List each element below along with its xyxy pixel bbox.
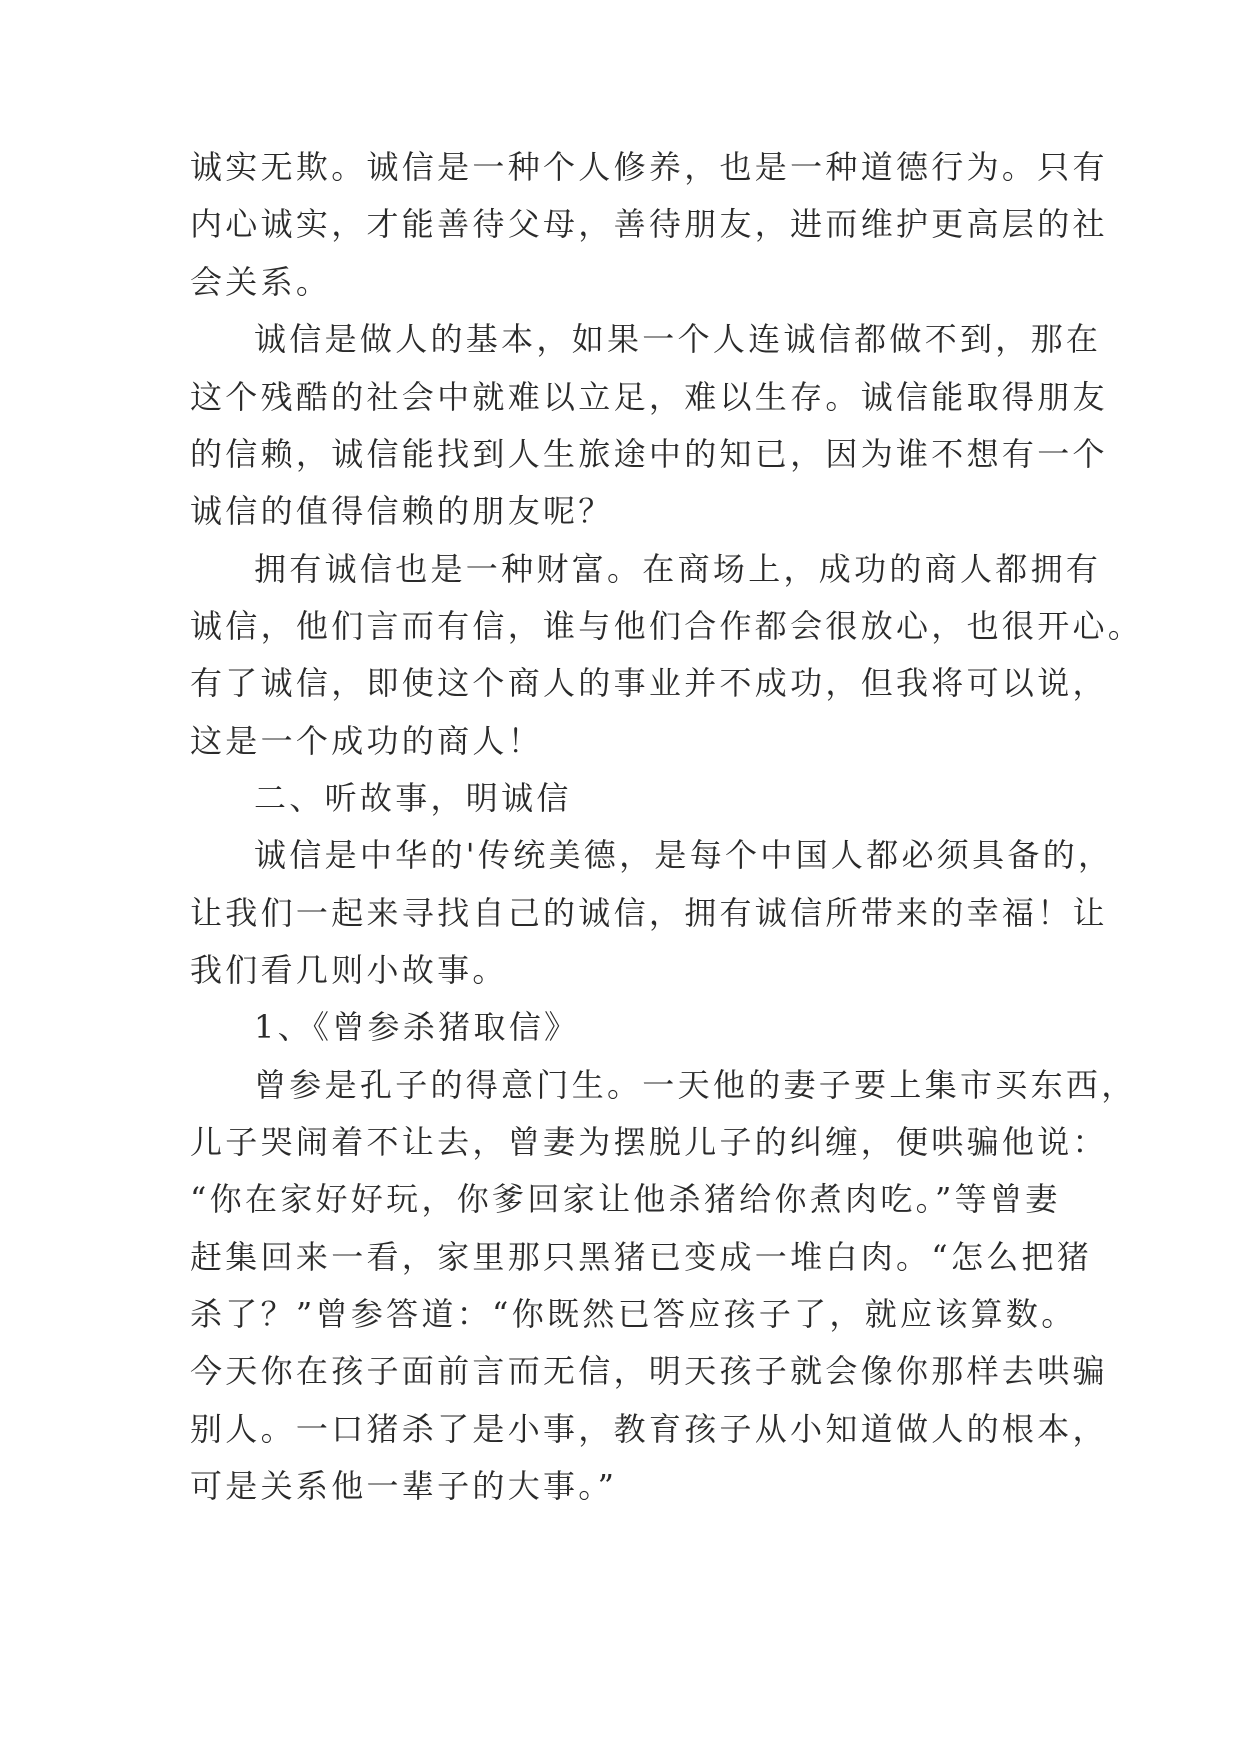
text-line: 别人。一口猪杀了是小事，教育孩子从小知道做人的根本， (190, 1410, 1108, 1448)
text-line: 诚实无欺。诚信是一种个人修养，也是一种道德行为。只有 (190, 148, 1108, 186)
text-line: 有了诚信，即使这个商人的事业并不成功，但我将可以说， (190, 664, 1108, 702)
text-line: 这是一个成功的商人！ (190, 722, 544, 760)
paragraph-first-line: 诚信是做人的基本，如果一个人连诚信都做不到，那在 (254, 320, 1102, 358)
text-line: 杀了？”曾参答道：“你既然已答应孩子了，就应该算数。 (190, 1295, 1077, 1333)
paragraph-first-line: 诚信是中华的'传统美德，是每个中国人都必须具备的， (254, 836, 1114, 874)
text-line: 赶集回来一看，家里那只黑猪已变成一堆白肉。“怎么把猪 (190, 1238, 1093, 1276)
section-heading: 二、听故事，明诚信 (254, 779, 572, 817)
text-line: 会关系。 (190, 263, 332, 301)
text-line: 诚信，他们言而有信，谁与他们合作都会很放心，也很开心。 (190, 607, 1144, 645)
text-line: 让我们一起来寻找自己的诚信，拥有诚信所带来的幸福！让 (190, 894, 1108, 932)
text-line: 这个残酷的社会中就难以立足，难以生存。诚信能取得朋友 (190, 378, 1108, 416)
story-title: 1、《曾参杀猪取信》 (254, 1008, 580, 1046)
text-line: 可是关系他一辈子的大事。” (190, 1467, 618, 1505)
paragraph-first-line: 拥有诚信也是一种财富。在商场上，成功的商人都拥有 (254, 550, 1102, 588)
text-line: 的信赖，诚信能找到人生旅途中的知已，因为谁不想有一个 (190, 435, 1108, 473)
paragraph-first-line: 曾参是孔子的得意门生。一天他的妻子要上集市买东西， (254, 1066, 1137, 1104)
text-line: 内心诚实，才能善待父母，善待朋友，进而维护更高层的社 (190, 205, 1108, 243)
text-line: 儿子哭闹着不让去，曾妻为摆脱儿子的纠缠，便哄骗他说： (190, 1123, 1108, 1161)
text-line: 今天你在孩子面前言而无信，明天孩子就会像你那样去哄骗 (190, 1352, 1108, 1390)
text-line: 诚信的值得信赖的朋友呢？ (190, 492, 614, 530)
text-line: “你在家好好玩，你爹回家让他杀猪给你煮肉吃。”等曾妻 (190, 1180, 1061, 1218)
text-line: 我们看几则小故事。 (190, 951, 508, 989)
